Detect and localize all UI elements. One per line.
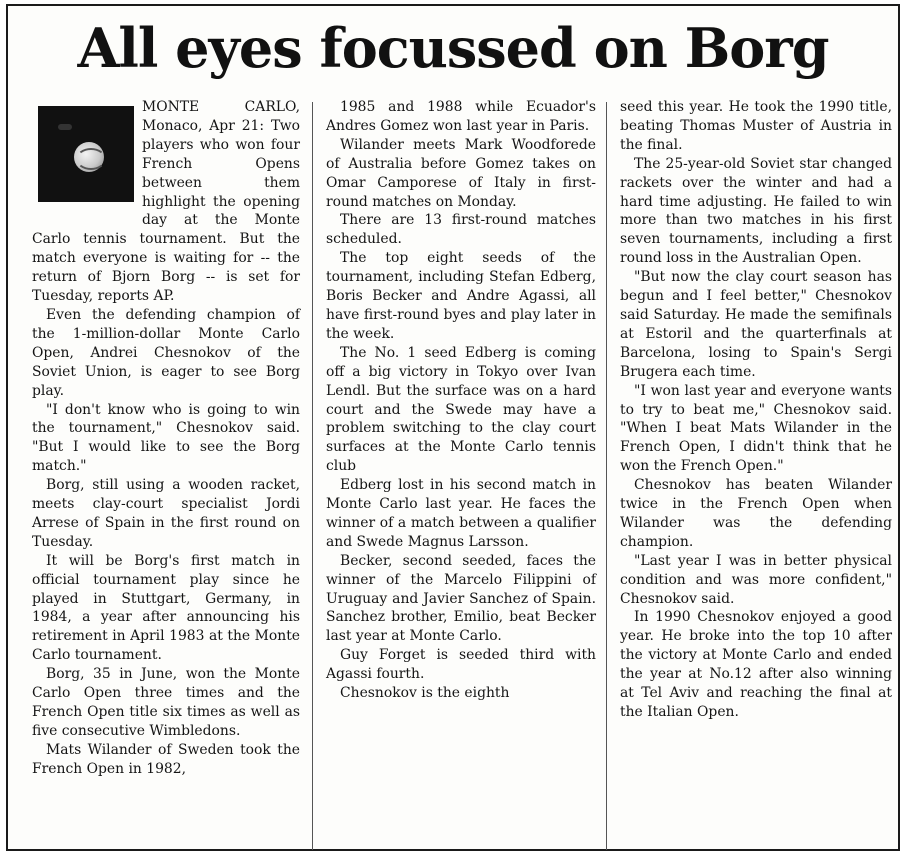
paragraph: Guy Forget is seeded third with Agassi fourth. xyxy=(326,647,596,683)
paragraph: Chesnokov is the eighth xyxy=(340,685,510,702)
paragraph: seed this year. He took the 1990 title, beating Thomas Muster of Austria in the final. xyxy=(620,99,892,153)
paragraph: In 1990 Chesnokov enjoyed a good year. He broke into the top 10 after the victory at Monte Carlo and ended the year at No.12 after also winning at Tel Aviv and reaching the final at the Italian Open. xyxy=(620,609,892,720)
paragraph: There are 13 first-round matches scheduled. xyxy=(326,212,596,248)
column-divider xyxy=(312,102,313,850)
paragraph: Even the defending champion of the 1-million-dollar Monte Carlo Open, Andrei Chesnokov of the Soviet Union, is eager to see Borg play. xyxy=(32,306,300,399)
article-column-3 xyxy=(620,98,892,722)
paragraph: The top eight seeds of the tournament, including Stefan Edberg, Boris Becker and Andre Agassi, all have first-round byes and play later in the week. xyxy=(326,250,596,342)
paragraph: "I won last year and everyone wants to try to beat me," Chesnokov said. "When I beat Mats Wilander in the French Open, I didn't think that he won the French Open." xyxy=(620,382,892,475)
article-column-2 xyxy=(326,98,596,703)
paragraph: Edberg lost in his second match in Monte Carlo last year. He faces the winner of a match between a qualifier and Swede Magnus Larsson. xyxy=(326,477,596,550)
paragraph: Borg, 35 in June, won the Monte Carlo Open three times and the French Open title six times as well as five consecutive Wimbledons. xyxy=(32,666,300,739)
paragraph: Becker, second seeded, faces the winner of the Marcelo Filippini of Uruguay and Javier Sanchez of Spain. Sanchez brother, Emilio, beat Becker last year at Monte Carlo. xyxy=(326,552,596,645)
paragraph: MONTE CARLO, Monaco, Apr 21: Two players who won four French Opens between them highlight the opening day at the Monte Carlo tennis tournament. But the match everyone is waiting for -- the return of Bjorn Borg -- is set for Tuesday, reports AP. xyxy=(32,99,300,305)
paragraph: Borg, still using a wooden racket, meets clay-court specialist Jordi Arrese of Spain in the first round on Tuesday. xyxy=(32,477,300,550)
newspaper-clipping xyxy=(6,4,900,851)
paragraph: "Last year I was in better physical condition and was more confident," Chesnokov said. xyxy=(620,552,892,607)
paragraph: 1985 and 1988 while Ecuador's Andres Gomez won last year in Paris. xyxy=(326,99,596,134)
paragraph: The No. 1 seed Edberg is coming off a big victory in Tokyo over Ivan Lendl. But the surface was on a hard court and the Swede may have a problem switching to the clay court surfaces at the Monte Carlo tennis club xyxy=(326,344,596,475)
paragraph: "I don't know who is going to win the tournament," Chesnokov said. "But I would like to see the Borg match." xyxy=(32,401,300,475)
paragraph: It will be Borg's first match in official tournament play since he played in Stuttgart, Germany, in 1984, a year after announcing his retirement in April 1983 at the Monte Carlo tournament. xyxy=(32,552,300,664)
paragraph: Chesnokov has beaten Wilander twice in the French Open when Wilander was the defending champion. xyxy=(620,477,892,550)
paragraph: The 25-year-old Soviet star changed rackets over the winter and had a hard time adjusting. He failed to win more than two matches in his first seven tournaments, including a first round loss in the Australian Open. xyxy=(620,155,892,267)
paragraph: Mats Wilander of Sweden took the French Open in 1982, xyxy=(32,741,300,777)
article-column-1 xyxy=(32,98,300,779)
paragraph: "But now the clay court season has begun and I feel better," Chesnokov said Saturday. He made the semifinals at Estoril and the quarterfinals at Barcelona, losing to Spain's Sergi Brugera each time. xyxy=(620,269,892,380)
headline: All eyes focussed on Borg xyxy=(77,16,829,80)
paragraph: Wilander meets Mark Woodforede of Australia before Gomez takes on Omar Camporese of Italy in first-round matches on Monday. xyxy=(326,136,596,210)
column-divider xyxy=(606,102,607,850)
